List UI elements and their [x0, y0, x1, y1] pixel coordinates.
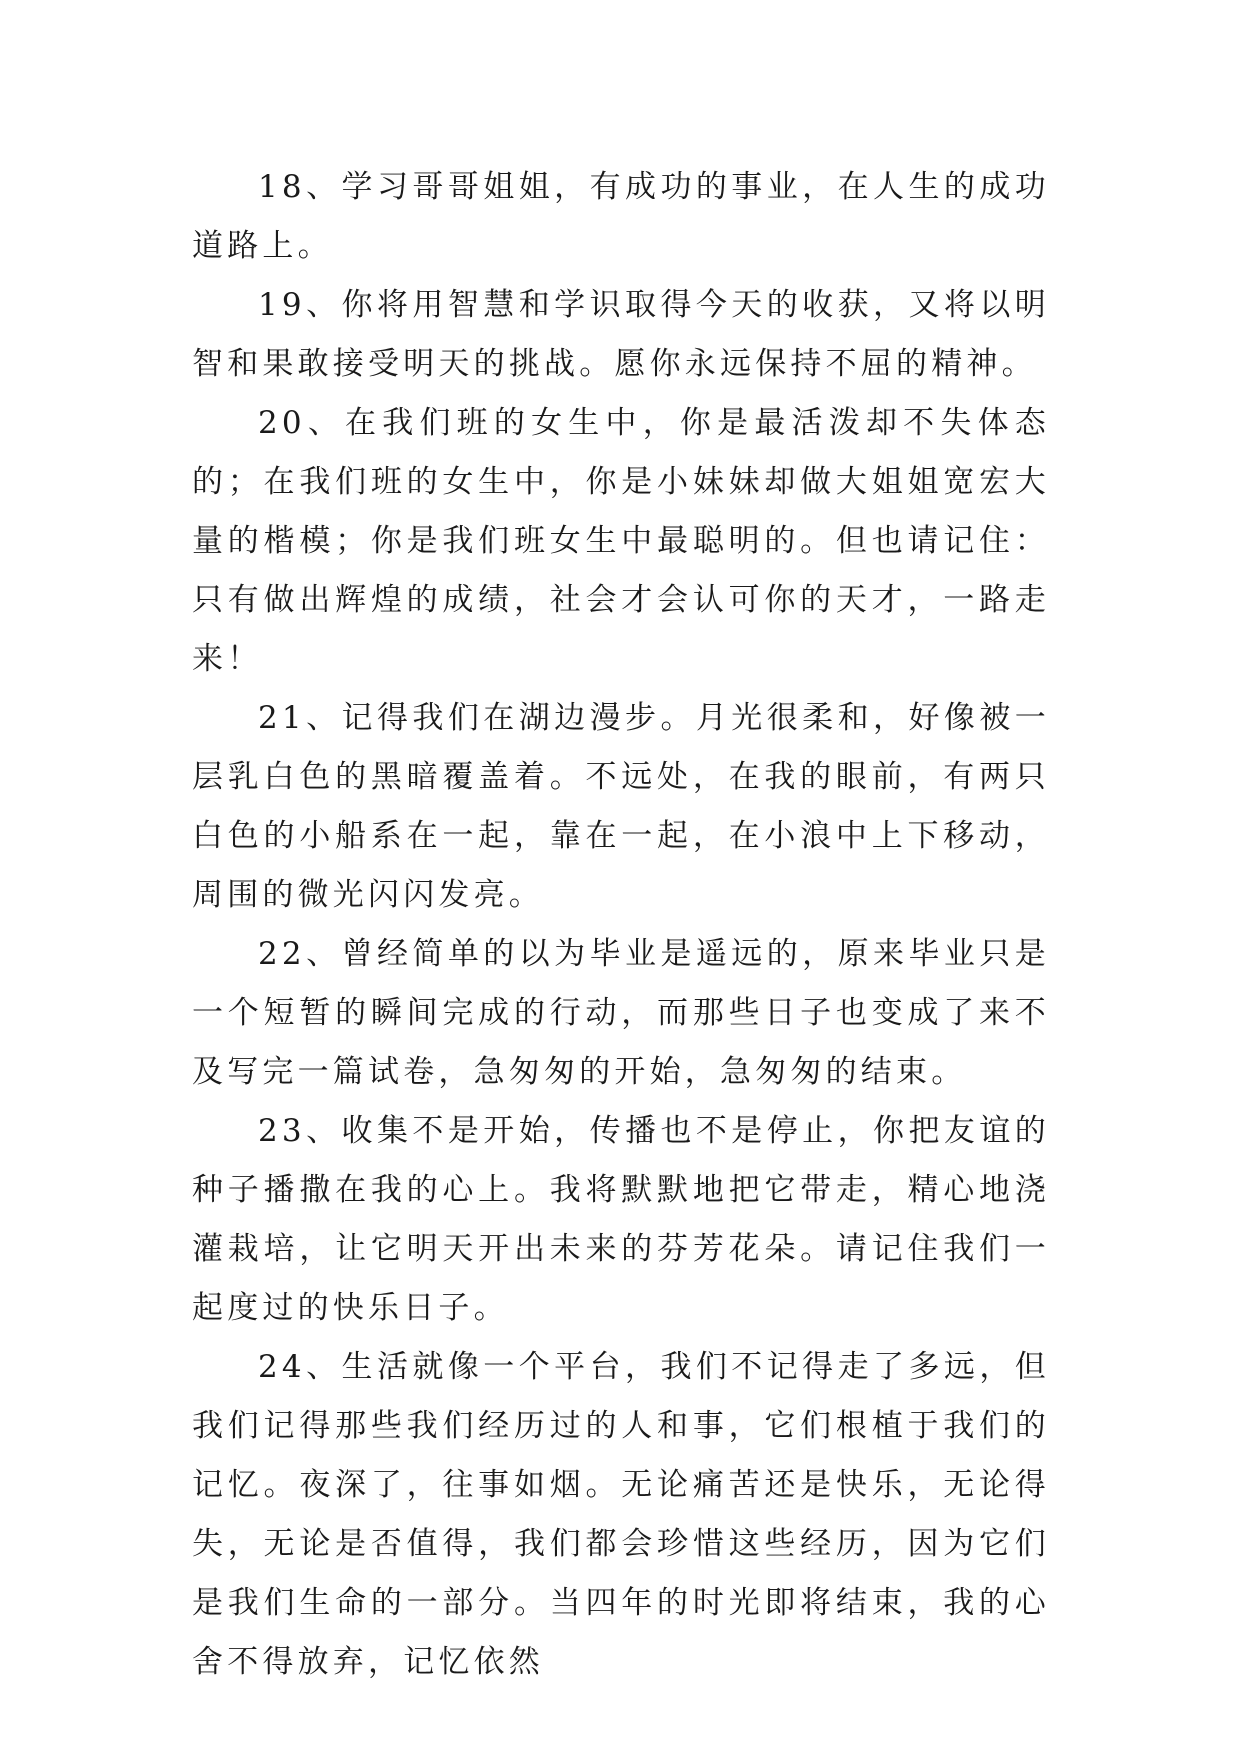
paragraph-24: 24、生活就像一个平台，我们不记得走了多远，但我们记得那些我们经历过的人和事，它们根植于我们的记忆。夜深了，往事如烟。无论痛苦还是快乐，无论得失，无论是否值得，我们都会珍惜这些经历，因为它们是我们生命的一部分。当四年的时光即将结束，我的心舍不得放弃，记忆依然 — [192, 1349, 1050, 1680]
paragraph-23: 23、收集不是开始，传播也不是停止，你把友谊的种子播撒在我的心上。我将默默地把它带走，精心地浇灌栽培，让它明天开出未来的芬芳花朵。请记住我们一起度过的快乐日子。 — [192, 1113, 1050, 1326]
document-body — [192, 158, 1050, 1692]
paragraph-21: 21、记得我们在湖边漫步。月光很柔和，好像被一层乳白色的黑暗覆盖着。不远处，在我的眼前，有两只白色的小船系在一起，靠在一起，在小浪中上下移动，周围的微光闪闪发亮。 — [192, 700, 1050, 913]
paragraph-19: 19、你将用智慧和学识取得今天的收获，又将以明智和果敢接受明天的挑战。愿你永远保持不屈的精神。 — [192, 287, 1050, 382]
paragraph-18: 18、学习哥哥姐姐，有成功的事业，在人生的成功道路上。 — [192, 169, 1050, 264]
paragraph-20: 20、在我们班的女生中，你是最活泼却不失体态的；在我们班的女生中，你是小妹妹却做大姐姐宽宏大量的楷模；你是我们班女生中最聪明的。但也请记住：只有做出辉煌的成绩，社会才会认可你的天才，一路走来！ — [192, 405, 1050, 677]
paragraph-22: 22、曾经简单的以为毕业是遥远的，原来毕业只是一个短暂的瞬间完成的行动，而那些日子也变成了来不及写完一篇试卷，急匆匆的开始，急匆匆的结束。 — [192, 936, 1050, 1090]
